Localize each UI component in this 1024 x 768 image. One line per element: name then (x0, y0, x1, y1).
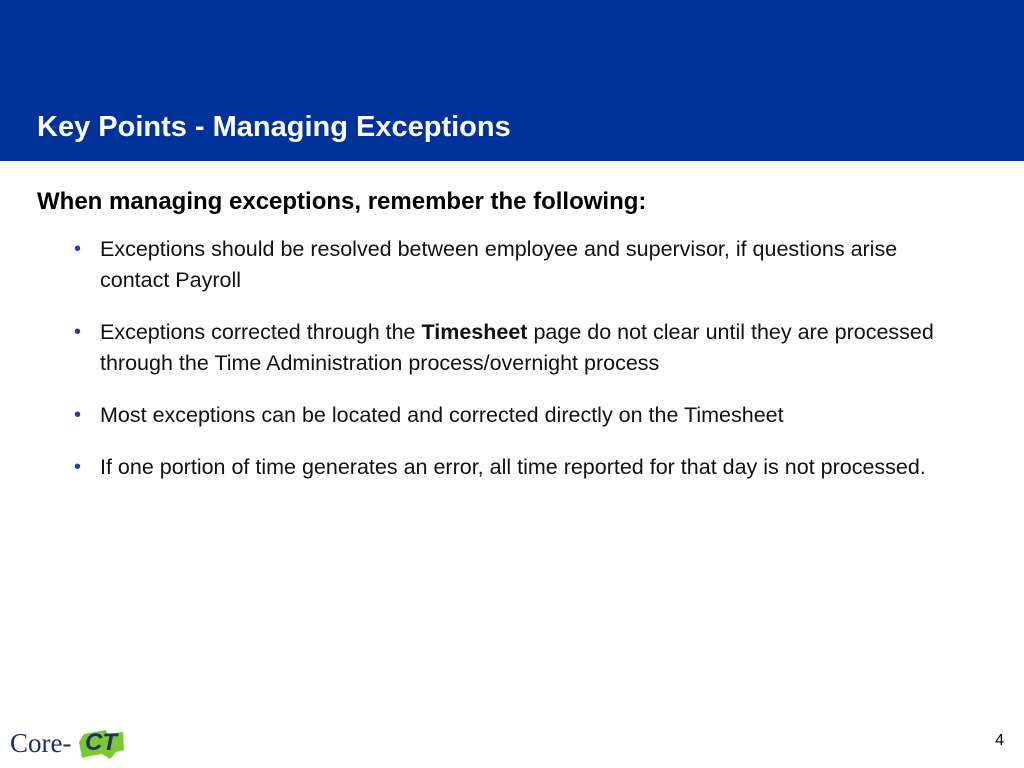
bullet-item (74, 400, 944, 431)
slide-title: Key Points - Managing Exceptions (37, 111, 511, 143)
bullet-list (74, 234, 944, 504)
bullet-dot-icon: • (74, 404, 82, 426)
bullet-text: If one portion of time generates an error, all time reported for that day is not processed. (100, 455, 926, 479)
bullet-emphasis: Timesheet (421, 320, 528, 344)
page-number: 4 (995, 732, 1004, 749)
intro-heading: When managing exceptions, remember the following: (37, 188, 647, 215)
core-ct-logo (10, 726, 120, 762)
bullet-item (74, 234, 944, 296)
bullet-text: Exceptions should be resolved between employee and supervisor, if questions arise contact Payroll (100, 237, 898, 292)
logo-core-text: Core- (10, 728, 72, 758)
bullet-item (74, 452, 944, 483)
logo-ct-text: CT (85, 729, 117, 756)
bullet-dot-icon: • (74, 321, 82, 343)
bullet-dot-icon: • (74, 238, 82, 260)
bullet-item (74, 317, 944, 379)
bullet-text-before: Exceptions corrected through the (100, 320, 422, 344)
bullet-dot-icon: • (74, 456, 82, 478)
bullet-text: Most exceptions can be located and corrected directly on the Timesheet (100, 403, 784, 427)
bullet-text-after: page do not clear until they are processed through the Time Administration process/overnight process (100, 320, 934, 375)
